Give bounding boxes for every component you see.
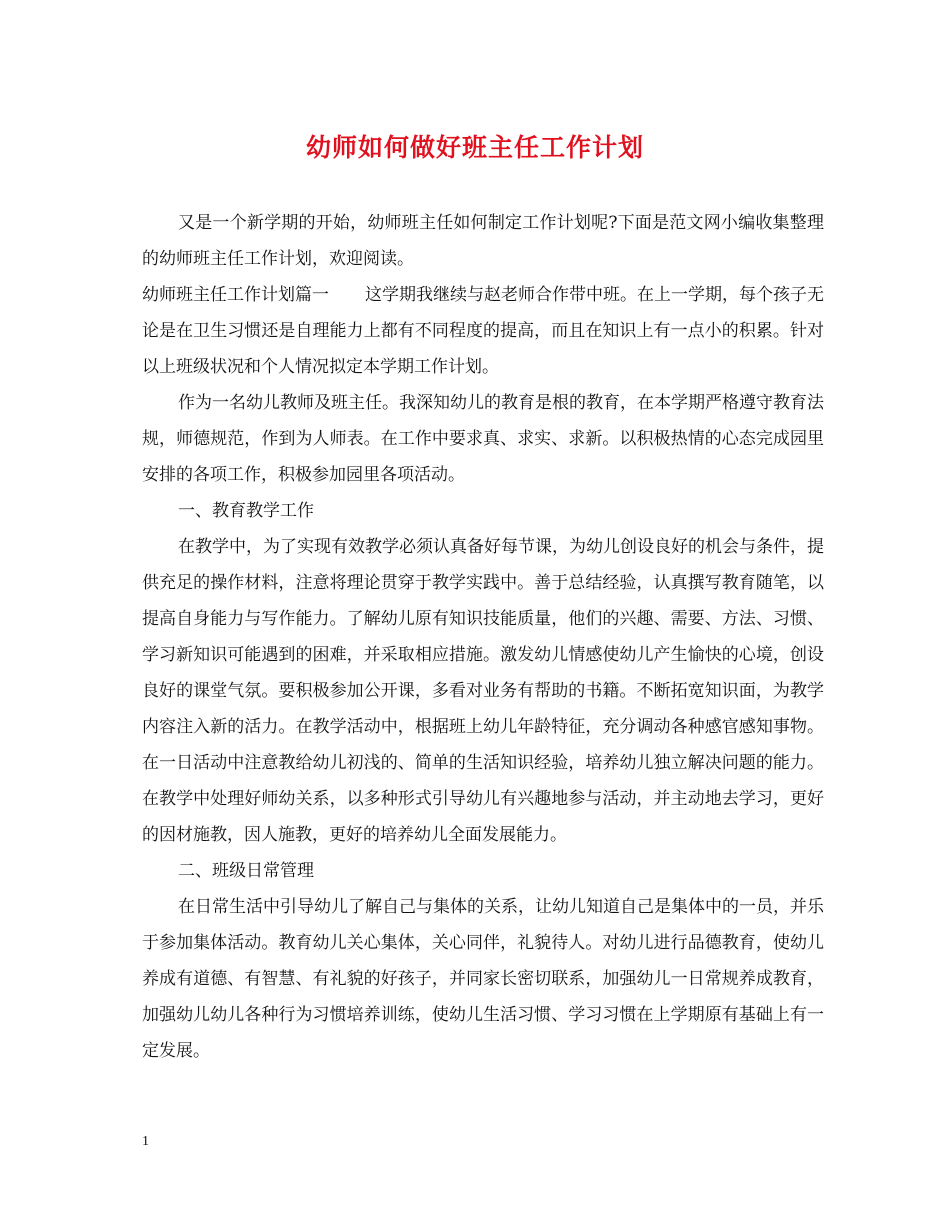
- section-intro-text: 这学期我继续与赵老师合作带中班。在上一学期，每个孩子无论是在卫生习惯还是自理能力上都有不同程度的提高，而且在知识上有一点小的积累。针对以上班级状况和个人情况拟定本学期工作计划。: [142, 285, 824, 377]
- intro-paragraph: 又是一个新学期的开始，幼师班主任如何制定工作计划呢?下面是范文网小编收集整理的幼师班主任工作计划，欢迎阅读。: [142, 213, 824, 269]
- heading-teaching: 一、教育教学工作: [178, 501, 314, 521]
- document-body: [142, 205, 824, 1069]
- section-label: 幼师班主任工作计划篇一: [142, 285, 329, 305]
- heading-management: 二、班级日常管理: [178, 861, 314, 881]
- page-number: 1: [142, 1134, 149, 1149]
- role-paragraph: 作为一名幼儿教师及班主任。我深知幼儿的教育是根的教育，在本学期严格遵守教育法规，师德规范，作到为人师表。在工作中要求真、求实、求新。以积极热情的心态完成园里安排的各项工作，积极参加园里各项活动。: [142, 393, 824, 485]
- teaching-paragraph: 在教学中，为了实现有效教学必须认真备好每节课，为幼儿创设良好的机会与条件，提供充足的操作材料，注意将理论贯穿于教学实践中。善于总结经验，认真撰写教育随笔，以提高自身能力与写作能力。了解幼儿原有知识技能质量，他们的兴趣、需要、方法、习惯、学习新知识可能遇到的困难，并采取相应措施。激发幼儿情感使幼儿产生愉快的心境，创设良好的课堂气氛。要积极参加公开课，多看对业务有帮助的书籍。不断拓宽知识面，为教学内容注入新的活力。在教学活动中，根据班上幼儿年龄特征，充分调动各种感官感知事物。在一日活动中注意教给幼儿初浅的、简单的生活知识经验，培养幼儿独立解决问题的能力。在教学中处理好师幼关系，以多种形式引导幼儿有兴趣地参与活动，并主动地去学习，更好的因材施教，因人施教，更好的培养幼儿全面发展能力。: [142, 537, 824, 845]
- section-paragraph: [142, 277, 824, 385]
- management-paragraph: 在日常生活中引导幼儿了解自己与集体的关系，让幼儿知道自己是集体中的一员，并乐于参加集体活动。教育幼儿关心集体，关心同伴，礼貌待人。对幼儿进行品德教育，使幼儿养成有道德、有智慧、有礼貌的好孩子，并同家长密切联系，加强幼儿一日常规养成教育，加强幼儿幼儿各种行为习惯培养训练，使幼儿生活习惯、学习习惯在上学期原有基础上有一定发展。: [142, 897, 824, 1061]
- document-title: 幼师如何做好班主任工作计划: [305, 133, 644, 162]
